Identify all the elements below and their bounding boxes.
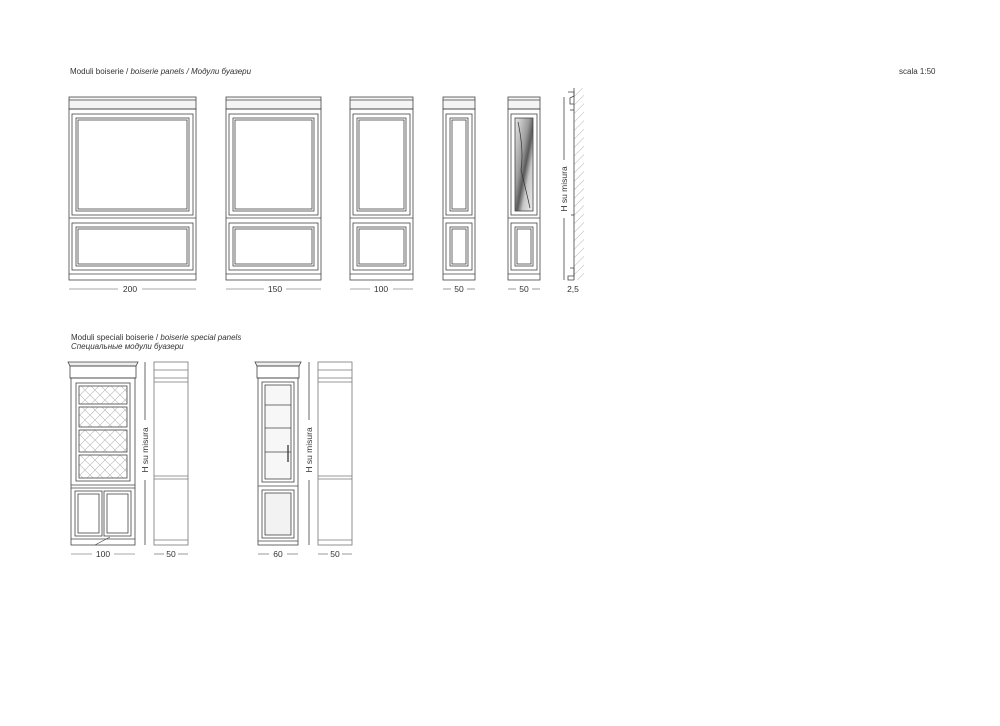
- panel-50-marble: [508, 97, 540, 280]
- width-label-50a: 50: [454, 284, 464, 294]
- width-label-profile: 2,5: [567, 284, 579, 294]
- cabinet-60: [255, 362, 301, 545]
- scale-label: scala 1:50: [899, 67, 936, 76]
- width-label-cab60: 60: [273, 549, 283, 559]
- section1-title-plain: Moduli boiserie /: [70, 67, 131, 76]
- profile-section: [568, 88, 584, 280]
- section2-title-plain: Moduli speciali boiserie /: [71, 333, 161, 342]
- width-label-cab100: 100: [95, 549, 111, 559]
- cabinet-60-side: [318, 362, 352, 545]
- height-label-3: H su misura: [304, 427, 314, 473]
- section2-subtitle: Специальные модули буазери: [71, 342, 184, 351]
- section1-title-italic: boiserie panels / Модули буазери: [130, 67, 252, 76]
- panel-150: [226, 97, 321, 280]
- height-label-2: H su misura: [140, 427, 150, 473]
- width-label-150: 150: [267, 284, 283, 294]
- panel-50: [443, 97, 475, 280]
- height-label-1: H su misura: [559, 166, 569, 212]
- width-label-cab100-side: 50: [166, 549, 176, 559]
- width-label-200: 200: [122, 284, 138, 294]
- width-label-50b: 50: [519, 284, 529, 294]
- panel-100: [350, 97, 413, 280]
- cabinet-100: [68, 362, 138, 545]
- width-label-100: 100: [373, 284, 389, 294]
- cabinet-100-side: [154, 362, 188, 545]
- panel-200: [69, 97, 196, 280]
- section2-title-italic: boiserie special panels: [160, 333, 242, 342]
- width-label-cab60-side: 50: [330, 549, 340, 559]
